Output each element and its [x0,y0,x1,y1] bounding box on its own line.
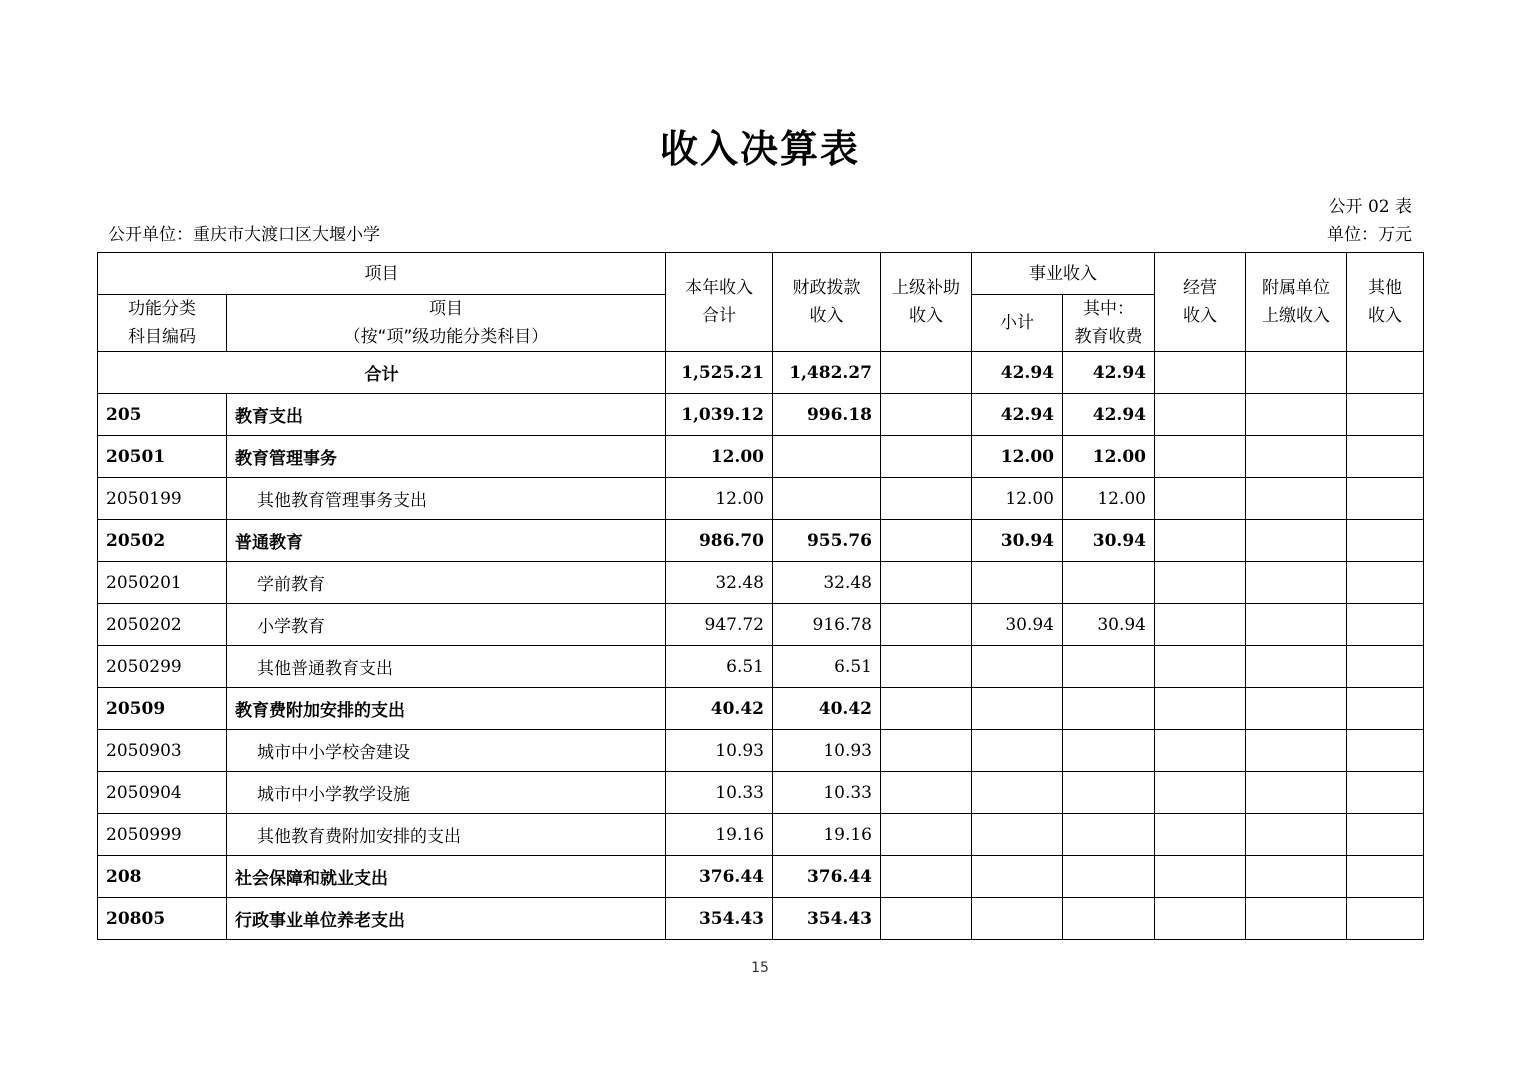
subtotal-cell: 30.94 [972,604,1063,646]
edu-fee-cell [1063,646,1155,688]
income-table [97,252,1424,940]
subtotal-cell [972,562,1063,604]
subtotal-cell [972,814,1063,856]
operating-cell [1155,646,1246,688]
code-cell: 20805 [98,898,227,940]
subtotal-cell [972,898,1063,940]
total-cell: 10.93 [666,730,773,772]
total-cell: 12.00 [666,478,773,520]
affiliated-cell [1246,646,1347,688]
table-row [98,436,1424,478]
other-cell [1347,898,1424,940]
edu-fee-cell [1063,772,1155,814]
operating-cell [1155,394,1246,436]
name-cell: 教育费附加安排的支出 [227,688,666,730]
name-cell: 教育管理事务 [227,436,666,478]
affiliated-cell [1246,394,1347,436]
table-row [98,562,1424,604]
subtotal-cell [972,730,1063,772]
fiscal-cell: 354.43 [773,898,881,940]
name-cell: 其他普通教育支出 [227,646,666,688]
total-income-cell: 1,525.21 [666,352,773,394]
other-cell [1347,436,1424,478]
table-row [98,856,1424,898]
table-row [98,688,1424,730]
affiliated-cell [1246,772,1347,814]
table-row [98,772,1424,814]
affiliated-cell [1246,604,1347,646]
edu-fee-cell: 30.94 [1063,604,1155,646]
fiscal-cell: 10.93 [773,730,881,772]
affiliated-cell [1246,814,1347,856]
affiliated-cell [1246,688,1347,730]
affiliated-cell [1246,562,1347,604]
total-row [98,352,1424,394]
total-cell: 40.42 [666,688,773,730]
fiscal-cell: 6.51 [773,646,881,688]
edu-fee-cell: 30.94 [1063,520,1155,562]
subtotal-cell: 12.00 [972,436,1063,478]
edu-fee-cell: 12.00 [1063,436,1155,478]
code-cell: 205 [98,394,227,436]
other-cell [1347,604,1424,646]
affiliated-cell [1246,520,1347,562]
affiliated-cell [1246,730,1347,772]
subtotal-cell [972,646,1063,688]
subtotal-cell [972,772,1063,814]
code-cell: 20502 [98,520,227,562]
fiscal-cell [773,436,881,478]
edu-fee-cell [1063,898,1155,940]
header-other: 其他 收入 [1347,253,1424,352]
fiscal-cell: 376.44 [773,856,881,898]
page-number: 15 [751,960,769,976]
subtotal-cell [972,856,1063,898]
other-cell [1347,394,1424,436]
code-cell: 208 [98,856,227,898]
affiliated-cell [1246,856,1347,898]
operating-cell [1155,730,1246,772]
operating-cell [1155,604,1246,646]
subtotal-cell: 42.94 [972,394,1063,436]
other-cell [1347,856,1424,898]
total-cell: 12.00 [666,436,773,478]
header-career-income: 事业收入 [972,253,1155,295]
name-cell: 城市中小学校舍建设 [227,730,666,772]
table-row [98,520,1424,562]
upper-cell [881,856,972,898]
header-item-group: 项目 [98,253,666,295]
edu-fee-cell: 42.94 [1063,394,1155,436]
upper-cell [881,436,972,478]
name-cell: 城市中小学教学设施 [227,772,666,814]
total-upper-cell [881,352,972,394]
code-cell: 2050903 [98,730,227,772]
upper-cell [881,688,972,730]
code-cell: 2050201 [98,562,227,604]
subtotal-cell [972,688,1063,730]
header-fiscal: 财政拨款 收入 [773,253,881,352]
upper-cell [881,898,972,940]
table-row [98,730,1424,772]
operating-cell [1155,898,1246,940]
code-cell: 20501 [98,436,227,478]
name-cell: 小学教育 [227,604,666,646]
edu-fee-cell: 12.00 [1063,478,1155,520]
edu-fee-cell [1063,688,1155,730]
fiscal-cell: 32.48 [773,562,881,604]
operating-cell [1155,436,1246,478]
name-cell: 学前教育 [227,562,666,604]
header-affiliated: 附属单位 上缴收入 [1246,253,1347,352]
header-upper-subsidy: 上级补助 收入 [881,253,972,352]
edu-fee-cell [1063,730,1155,772]
table-row [98,478,1424,520]
upper-cell [881,604,972,646]
total-cell: 947.72 [666,604,773,646]
total-other-cell [1347,352,1424,394]
upper-cell [881,772,972,814]
affiliated-cell [1246,478,1347,520]
affiliated-cell [1246,436,1347,478]
operating-cell [1155,520,1246,562]
total-cell: 986.70 [666,520,773,562]
reporting-unit: 公开单位：重庆市大渡口区大堰小学 [108,225,380,245]
table-row [98,646,1424,688]
operating-cell [1155,688,1246,730]
code-cell: 2050199 [98,478,227,520]
total-cell: 376.44 [666,856,773,898]
operating-cell [1155,772,1246,814]
fiscal-cell [773,478,881,520]
operating-cell [1155,814,1246,856]
money-unit: 单位：万元 [1327,225,1412,245]
total-cell: 354.43 [666,898,773,940]
edu-fee-cell [1063,562,1155,604]
upper-cell [881,646,972,688]
fiscal-cell: 996.18 [773,394,881,436]
total-affiliated-cell [1246,352,1347,394]
code-cell: 2050299 [98,646,227,688]
operating-cell [1155,478,1246,520]
subtotal-cell: 30.94 [972,520,1063,562]
table-row [98,814,1424,856]
total-cell: 1,039.12 [666,394,773,436]
fiscal-cell: 40.42 [773,688,881,730]
upper-cell [881,562,972,604]
total-cell: 19.16 [666,814,773,856]
header-operating: 经营 收入 [1155,253,1246,352]
code-cell: 2050904 [98,772,227,814]
header-item-name: 项目 （按“项”级功能分类科目） [227,295,666,352]
header-edu-fee: 其中： 教育收费 [1063,295,1155,352]
other-cell [1347,562,1424,604]
total-cell: 32.48 [666,562,773,604]
name-cell: 其他教育费附加安排的支出 [227,814,666,856]
other-cell [1347,688,1424,730]
edu-fee-cell [1063,814,1155,856]
upper-cell [881,814,972,856]
total-cell: 10.33 [666,772,773,814]
name-cell: 社会保障和就业支出 [227,856,666,898]
other-cell [1347,730,1424,772]
header-total-income: 本年收入 合计 [666,253,773,352]
operating-cell [1155,562,1246,604]
name-cell: 教育支出 [227,394,666,436]
code-cell: 20509 [98,688,227,730]
total-subtotal-cell: 42.94 [972,352,1063,394]
affiliated-cell [1246,898,1347,940]
total-cell: 6.51 [666,646,773,688]
total-edu-fee-cell: 42.94 [1063,352,1155,394]
subtotal-cell: 12.00 [972,478,1063,520]
upper-cell [881,478,972,520]
fiscal-cell: 19.16 [773,814,881,856]
unit-line [108,220,1412,245]
other-cell [1347,772,1424,814]
page-title: 收入决算表 [659,127,860,171]
table-code: 公开 02 表 [1328,197,1412,217]
total-operating-cell [1155,352,1246,394]
other-cell [1347,520,1424,562]
upper-cell [881,730,972,772]
table-row [98,604,1424,646]
fiscal-cell: 916.78 [773,604,881,646]
name-cell: 行政事业单位养老支出 [227,898,666,940]
upper-cell [881,394,972,436]
other-cell [1347,814,1424,856]
fiscal-cell: 10.33 [773,772,881,814]
fiscal-cell: 955.76 [773,520,881,562]
code-cell: 2050202 [98,604,227,646]
table-row [98,394,1424,436]
upper-cell [881,520,972,562]
other-cell [1347,478,1424,520]
total-fiscal-cell: 1,482.27 [773,352,881,394]
edu-fee-cell [1063,856,1155,898]
name-cell: 其他教育管理事务支出 [227,478,666,520]
header-func-code: 功能分类 科目编码 [98,295,227,352]
operating-cell [1155,856,1246,898]
header-subtotal: 小计 [972,295,1063,352]
name-cell: 普通教育 [227,520,666,562]
table-row [98,898,1424,940]
code-cell: 2050999 [98,814,227,856]
other-cell [1347,646,1424,688]
total-label: 合计 [98,352,666,394]
